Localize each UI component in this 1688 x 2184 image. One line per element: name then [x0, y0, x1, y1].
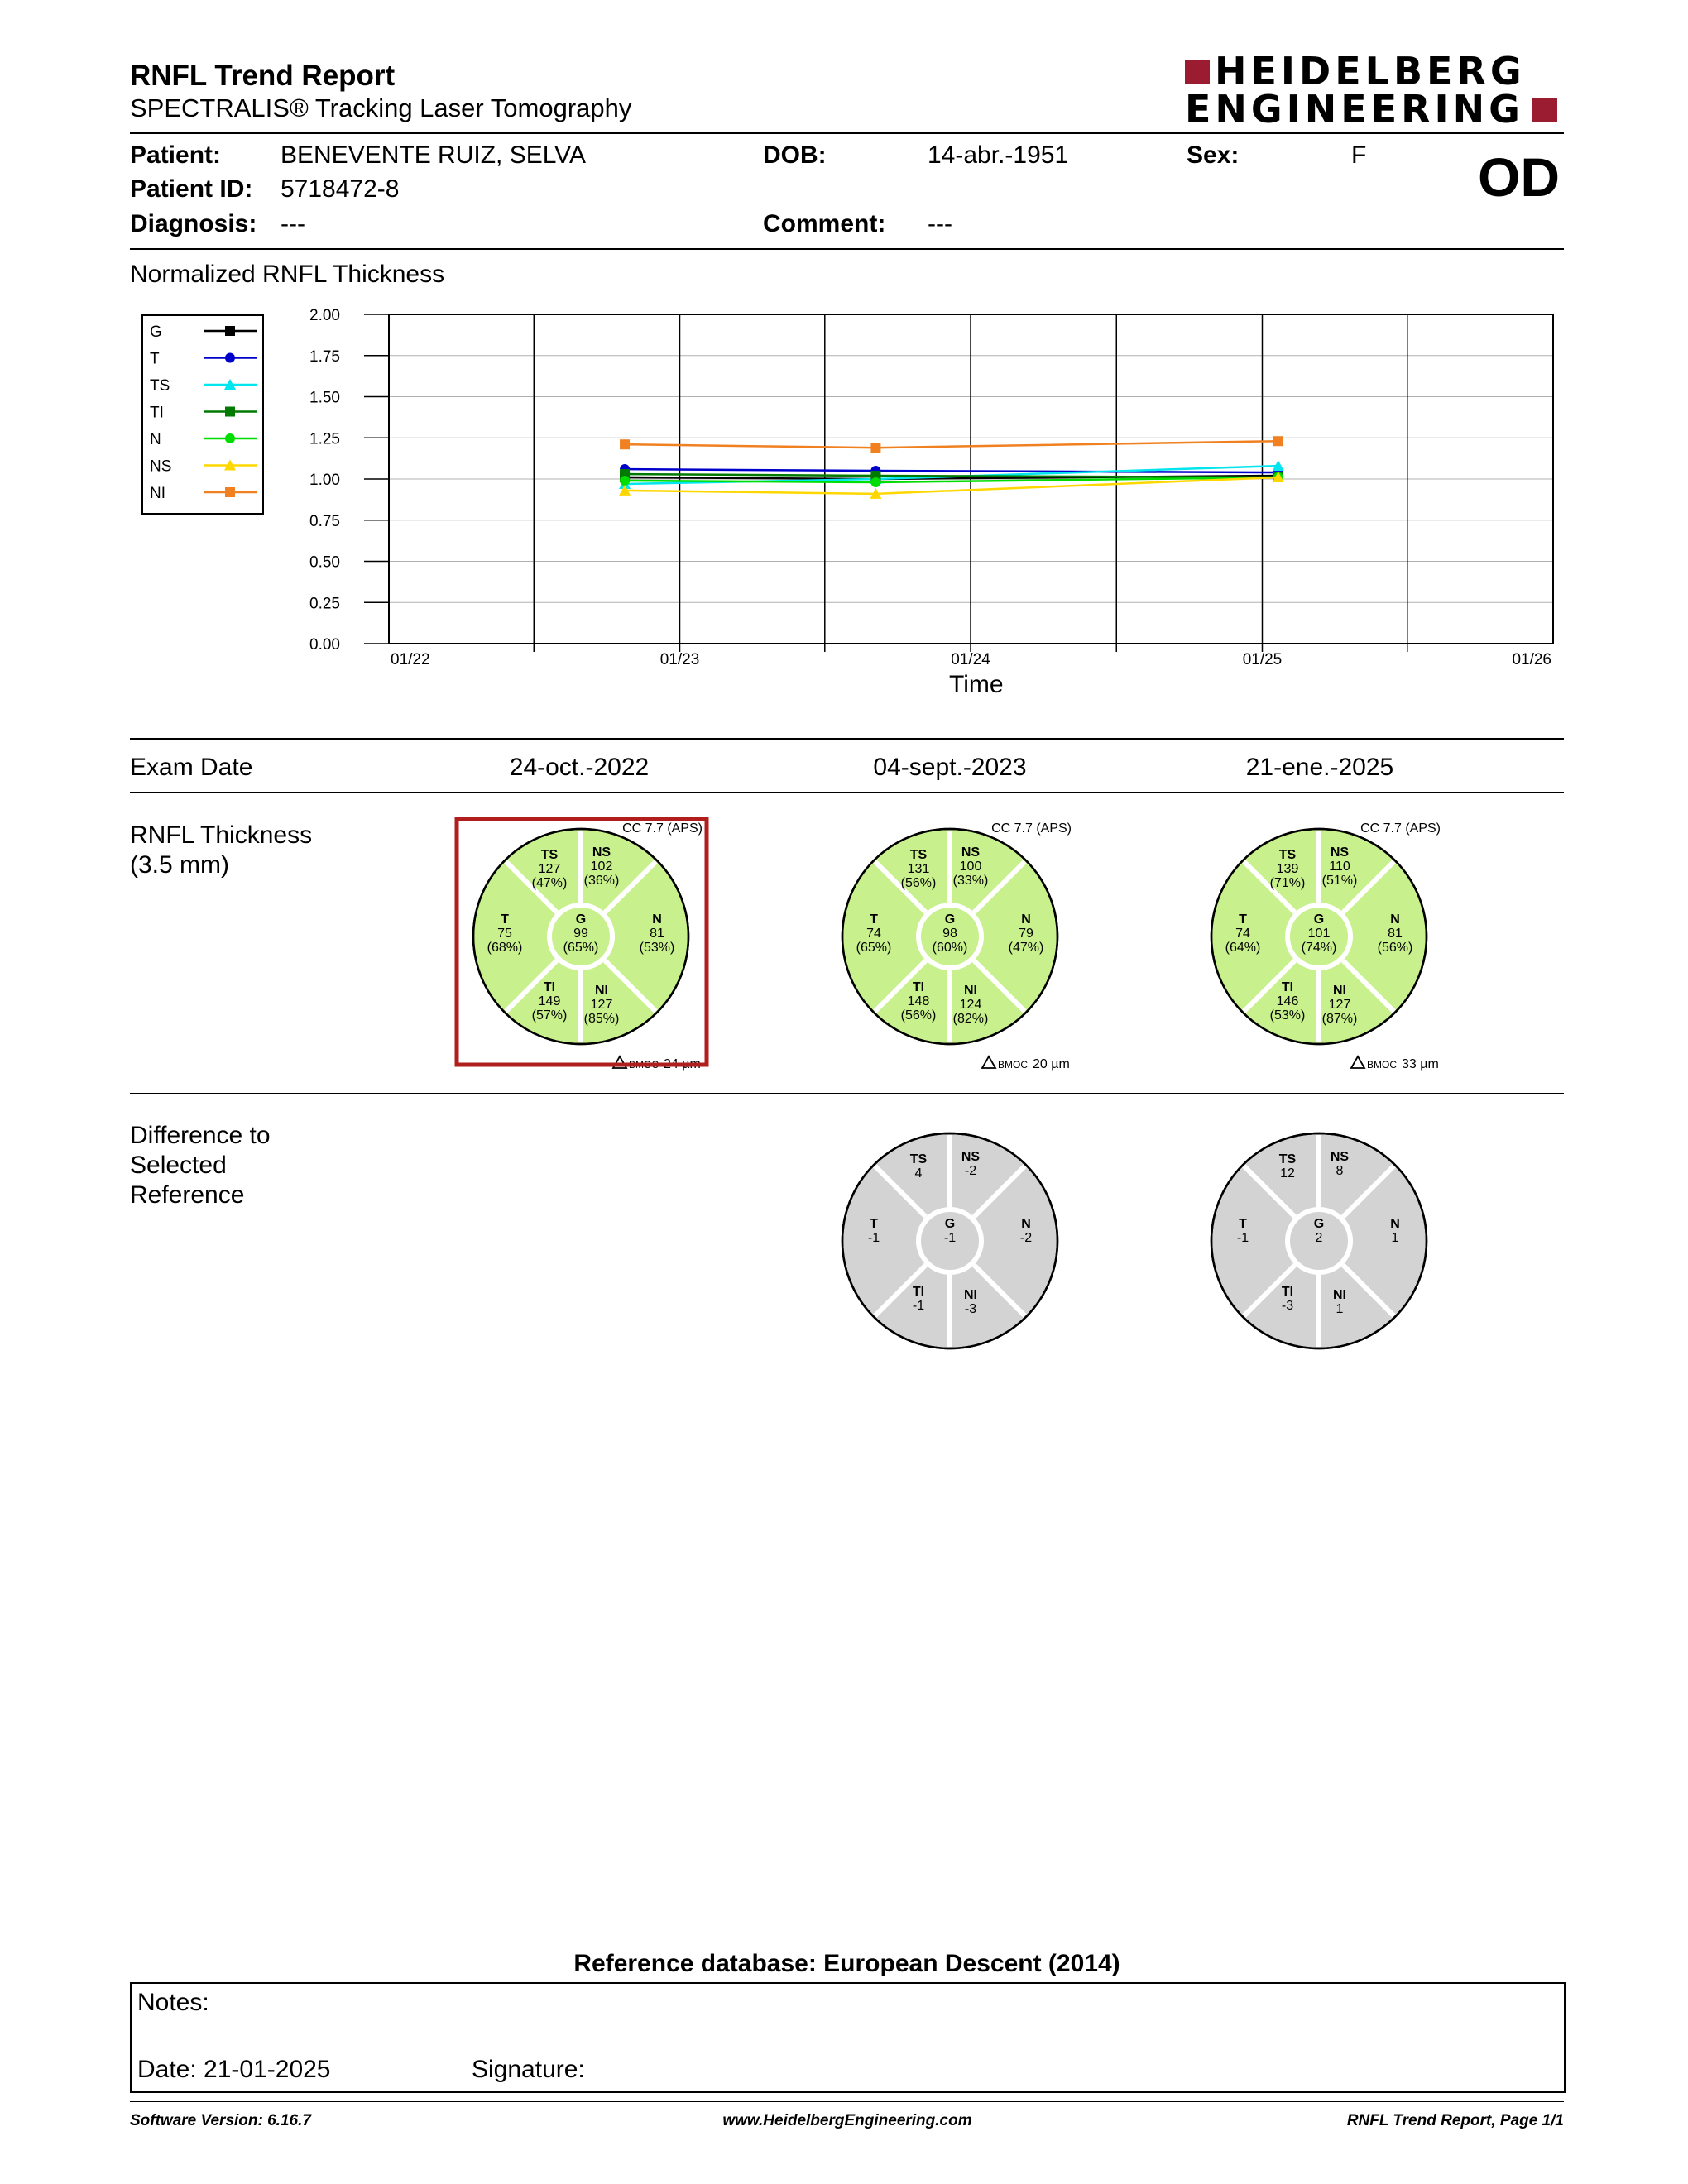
- sector-text: TS: [1278, 848, 1297, 862]
- diff-label-line2: Selected: [130, 1152, 227, 1179]
- sector-text: 81: [1388, 927, 1403, 941]
- sector-text: G: [575, 912, 587, 927]
- sector-text: 148: [907, 994, 930, 1008]
- sector-text: NI: [964, 1288, 977, 1302]
- bmoc-triangle-icon: [1351, 1056, 1364, 1068]
- sector-text: TI: [1281, 1285, 1294, 1299]
- sector-text: T: [1239, 912, 1247, 927]
- logo-text-line1: HEIDELBERG: [1215, 49, 1526, 93]
- sector-text: (64%): [1225, 941, 1261, 955]
- sector-text: G: [944, 1217, 956, 1231]
- sector-text: N: [1021, 1217, 1031, 1231]
- y-tick-label: 1.75: [309, 347, 340, 366]
- signature-label: Signature:: [472, 2056, 585, 2083]
- sector-text: 1: [1336, 1302, 1344, 1316]
- y-tick-label: 0.00: [309, 636, 340, 654]
- exam-date-1: 24-oct.-2022: [509, 754, 650, 781]
- y-tick-label: 1.50: [309, 389, 340, 407]
- notes-box: [130, 1982, 1566, 2093]
- sector-text: -1: [867, 1231, 880, 1245]
- bmoc-value: 20 µm: [1033, 1057, 1070, 1071]
- comment-value: ---: [928, 210, 952, 237]
- website-link[interactable]: www.HeidelbergEngineering.com: [722, 2112, 972, 2129]
- sector-text: NS: [1330, 845, 1350, 860]
- sector-text: (53%): [639, 941, 675, 955]
- diagnosis-value: ---: [281, 210, 305, 237]
- sector-text: 74: [1235, 927, 1250, 941]
- sector-text: 12: [1280, 1166, 1295, 1181]
- footer-divider: [130, 2101, 1564, 2102]
- x-tick-label: 01/25: [1242, 651, 1283, 668]
- sector-text: (60%): [932, 941, 968, 955]
- legend-label: NS: [150, 457, 172, 476]
- sector-text: (36%): [583, 874, 620, 888]
- y-tick-label: 1.25: [309, 430, 340, 448]
- sector-text: NS: [1330, 1150, 1350, 1164]
- sector-text: -3: [964, 1302, 977, 1316]
- sector-text: 1: [1391, 1231, 1399, 1245]
- sector-text: (82%): [952, 1012, 989, 1026]
- patient-name: BENEVENTE RUIZ, SELVA: [281, 141, 586, 169]
- sector-text: 79: [1019, 927, 1033, 941]
- y-tick-label: 0.75: [309, 512, 340, 530]
- y-tick-label: 0.50: [309, 553, 340, 572]
- cc-label: CC 7.7 (APS): [991, 821, 1072, 836]
- logo-text-line2: ENGINEERING: [1185, 87, 1524, 132]
- sector-text: (51%): [1321, 874, 1358, 888]
- sector-text: (71%): [1269, 876, 1306, 890]
- sector-text: N: [1390, 912, 1400, 927]
- sector-text: 101: [1307, 927, 1331, 941]
- y-tick-label: 1.00: [309, 472, 340, 489]
- sector-text: NI: [1333, 984, 1346, 998]
- rnfl-circle-2: [842, 821, 1072, 1071]
- sex-label: Sex:: [1187, 141, 1240, 169]
- legend-label: TI: [150, 404, 164, 422]
- x-axis-label: Time: [949, 671, 1004, 698]
- sector-text: (53%): [1269, 1008, 1306, 1023]
- sector-text: (47%): [531, 876, 568, 890]
- dob-label: DOB:: [763, 141, 827, 169]
- rnfl-divider: [130, 1093, 1564, 1094]
- sector-text: G: [1313, 912, 1325, 927]
- diagnosis-label: Diagnosis:: [130, 210, 257, 237]
- y-tick-label: 0.25: [309, 595, 340, 613]
- sector-text: NS: [961, 845, 981, 860]
- y-tick-label: 2.00: [309, 307, 340, 324]
- sector-text: G: [944, 912, 956, 927]
- sector-text: 146: [1276, 994, 1299, 1008]
- sector-text: (74%): [1301, 941, 1337, 955]
- bmoc-value: 33 µm: [1402, 1057, 1439, 1071]
- patient-id-label: Patient ID:: [130, 175, 253, 203]
- bmoc-triangle-icon: [982, 1056, 995, 1068]
- sector-text: T: [1239, 1217, 1247, 1231]
- sector-text: 4: [914, 1166, 923, 1181]
- diff-label-line1: Difference to: [130, 1122, 271, 1149]
- sector-text: 139: [1276, 862, 1299, 876]
- dob-value: 14-abr.-1951: [928, 141, 1069, 169]
- sector-text: 131: [907, 862, 930, 876]
- rnfl-circle-3: [1211, 821, 1441, 1071]
- sector-text: N: [1390, 1217, 1400, 1231]
- notes-label: Notes:: [137, 1989, 209, 2016]
- rnfl-diameter-label: (3.5 mm): [130, 851, 229, 879]
- sector-text: (57%): [531, 1008, 568, 1023]
- diff-circle-3: [1211, 1133, 1427, 1348]
- sector-text: -3: [1281, 1299, 1294, 1313]
- sector-text: -1: [943, 1231, 957, 1245]
- patient-label: Patient:: [130, 141, 222, 169]
- x-tick-label: 01/24: [951, 651, 990, 668]
- eye-label: OD: [1478, 146, 1560, 208]
- sector-text: N: [1021, 912, 1031, 927]
- sector-text: (85%): [583, 1012, 620, 1026]
- sector-text: -2: [964, 1164, 977, 1178]
- sector-text: (33%): [952, 874, 989, 888]
- sector-text: 81: [650, 927, 664, 941]
- sector-text: T: [870, 1217, 878, 1231]
- cc-label: CC 7.7 (APS): [622, 821, 703, 836]
- sector-text: (56%): [1377, 941, 1413, 955]
- sector-text: TI: [1281, 980, 1294, 994]
- sex-value: F: [1351, 141, 1367, 169]
- report-title: RNFL Trend Report: [130, 60, 396, 92]
- sector-text: 127: [538, 862, 561, 876]
- diff-circle-2: [842, 1133, 1057, 1348]
- sector-text: -1: [912, 1299, 925, 1313]
- comment-label: Comment:: [763, 210, 886, 237]
- sector-text: TS: [1278, 1152, 1297, 1166]
- sector-text: T: [501, 912, 509, 927]
- sector-text: 8: [1336, 1164, 1344, 1178]
- sector-text: (68%): [487, 941, 523, 955]
- sector-text: TI: [912, 980, 925, 994]
- sector-text: (87%): [1321, 1012, 1358, 1026]
- reference-database: Reference database: European Descent (2014): [573, 1950, 1120, 1977]
- chart-title: Normalized RNFL Thickness: [130, 261, 445, 288]
- sector-text: NI: [1333, 1288, 1346, 1302]
- sector-text: NI: [964, 984, 977, 998]
- legend-label: NI: [150, 485, 165, 502]
- sector-text: TS: [540, 848, 559, 862]
- sector-text: (47%): [1008, 941, 1044, 955]
- sector-text: T: [870, 912, 878, 927]
- patient-id: 5718472-8: [281, 175, 400, 203]
- sector-text: NI: [595, 984, 608, 998]
- bmoc-label: BMOC: [1367, 1059, 1397, 1070]
- sector-text: 100: [959, 860, 982, 874]
- bmoc-label: BMOC: [998, 1059, 1028, 1070]
- sector-text: 110: [1329, 860, 1350, 874]
- x-tick-label: 01/22: [391, 651, 430, 668]
- exam-date-label: Exam Date: [130, 754, 253, 781]
- sector-text: TI: [543, 980, 556, 994]
- sector-text: -2: [1019, 1231, 1033, 1245]
- exam-date-2: 04-sept.-2023: [873, 754, 1027, 781]
- sector-text: TS: [909, 848, 928, 862]
- software-version: Software Version: 6.16.7: [130, 2112, 311, 2129]
- legend-label: G: [150, 323, 162, 341]
- sector-text: N: [652, 912, 662, 927]
- sector-text: 2: [1315, 1231, 1323, 1245]
- notes-date: Date: 21-01-2025: [137, 2056, 331, 2083]
- sector-text: 127: [590, 998, 613, 1012]
- legend-label: TS: [150, 377, 170, 395]
- sector-text: G: [1313, 1217, 1325, 1231]
- rnfl-circle-1: [457, 819, 707, 1071]
- sector-text: 124: [959, 998, 982, 1012]
- sector-text: (56%): [900, 1008, 937, 1023]
- sector-text: 98: [942, 927, 957, 941]
- sector-text: TS: [909, 1152, 928, 1166]
- sector-text: 102: [590, 860, 613, 874]
- rnfl-thickness-label: RNFL Thickness: [130, 821, 313, 849]
- sector-text: 149: [538, 994, 561, 1008]
- sector-text: (65%): [563, 941, 599, 955]
- sector-text: (65%): [856, 941, 892, 955]
- sector-text: 75: [497, 927, 512, 941]
- sector-text: NS: [961, 1150, 981, 1164]
- sector-text: (56%): [900, 876, 937, 890]
- cc-label: CC 7.7 (APS): [1360, 821, 1441, 836]
- report-subtitle: SPECTRALIS® Tracking Laser Tomography: [130, 93, 632, 122]
- legend-label: T: [150, 350, 160, 368]
- legend-label: N: [150, 431, 161, 448]
- sector-text: 127: [1328, 998, 1351, 1012]
- sector-text: 74: [866, 927, 881, 941]
- bmoc-value: 24 µm: [664, 1057, 701, 1071]
- exam-date-3: 21-ene.-2025: [1245, 754, 1394, 781]
- page-number: RNFL Trend Report, Page 1/1: [1346, 2112, 1564, 2129]
- sector-text: NS: [592, 845, 611, 860]
- sector-text: 99: [573, 927, 588, 941]
- sector-text: TI: [912, 1285, 925, 1299]
- x-tick-label: 01/23: [659, 651, 700, 668]
- x-tick-label: 01/26: [1512, 651, 1551, 668]
- sector-text: -1: [1236, 1231, 1249, 1245]
- bmoc-label: BMOC: [629, 1059, 659, 1070]
- diff-label-line3: Reference: [130, 1181, 245, 1209]
